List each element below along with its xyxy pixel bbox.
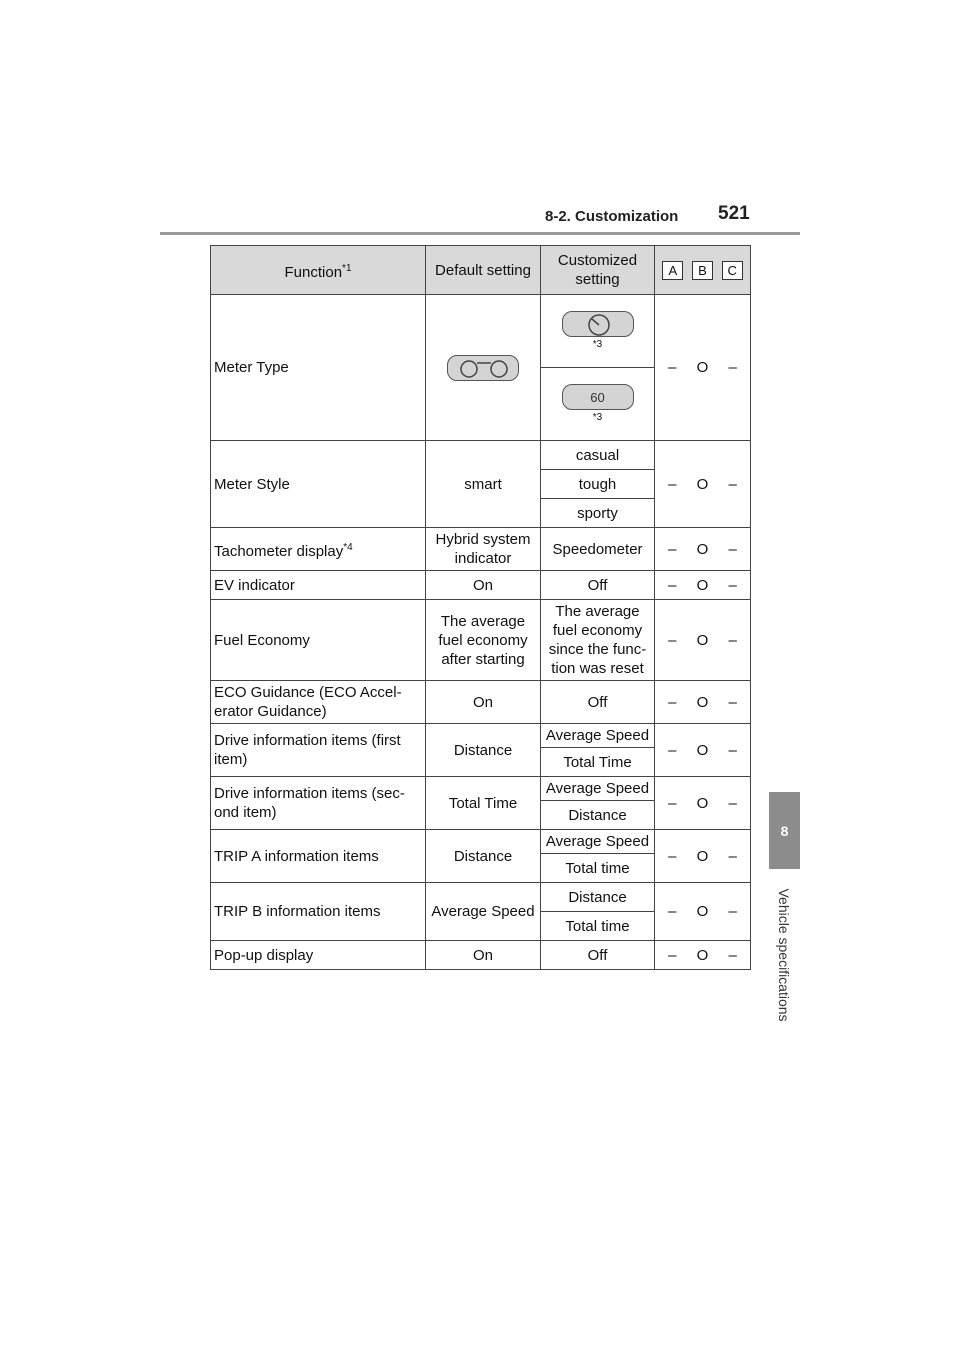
row-custom: The average fuel economy since the func- tion was reset xyxy=(541,600,655,681)
row-abc: – O – xyxy=(655,295,751,441)
header-default: Default setting xyxy=(426,246,541,295)
footnote-ref: *3 xyxy=(592,339,603,350)
row-option: Distance xyxy=(541,801,655,830)
row-abc: – O – xyxy=(655,883,751,941)
table-row xyxy=(211,441,751,470)
row-abc: – O – xyxy=(655,724,751,777)
row-default xyxy=(426,295,541,441)
row-option: Distance xyxy=(541,883,655,912)
table-row xyxy=(211,941,751,970)
row-abc: – O – xyxy=(655,600,751,681)
row-custom: Off xyxy=(541,941,655,970)
dual-gauge-meter-icon xyxy=(447,355,519,381)
row-default: Distance xyxy=(426,724,541,777)
row-abc: – O – xyxy=(655,681,751,724)
row-default: smart xyxy=(426,441,541,528)
row-option: Average Speed xyxy=(541,777,655,801)
row-default: Hybrid system indicator xyxy=(426,528,541,571)
table-row xyxy=(211,777,751,801)
table-row xyxy=(211,295,751,368)
row-function: Tachometer display$^{*4}$ xyxy=(211,528,426,571)
row-option xyxy=(541,295,655,368)
table-row xyxy=(211,883,751,912)
header-customized: Customized setting xyxy=(541,246,655,295)
row-default: On xyxy=(426,681,541,724)
header-c: C xyxy=(722,261,743,280)
footnote-ref: *4 xyxy=(343,541,353,553)
table-row xyxy=(211,681,751,724)
row-custom: Off xyxy=(541,571,655,600)
row-abc: – O – xyxy=(655,571,751,600)
footnote-ref: *3 xyxy=(592,412,603,423)
page-number: 521 xyxy=(718,203,750,224)
chapter-tab[interactable] xyxy=(769,792,800,869)
header-abc xyxy=(655,246,751,295)
table-header-row xyxy=(211,246,751,295)
customization-table xyxy=(210,245,751,970)
row-function: Meter Style xyxy=(211,441,426,528)
row-abc: – O – xyxy=(655,777,751,830)
row-option: tough xyxy=(541,470,655,499)
table-row xyxy=(211,528,751,571)
row-default: Distance xyxy=(426,830,541,883)
row-option: Total Time xyxy=(541,748,655,777)
row-function: TRIP A information items xyxy=(211,830,426,883)
row-custom: Speedometer xyxy=(541,528,655,571)
row-function: EV indicator xyxy=(211,571,426,600)
table-row xyxy=(211,724,751,748)
row-abc: – O – xyxy=(655,941,751,970)
header-function: Function$^{*1}$ xyxy=(211,246,426,295)
row-default: Total Time xyxy=(426,777,541,830)
row-abc: – O – xyxy=(655,830,751,883)
chapter-label: Vehicle specifications xyxy=(776,888,792,1022)
row-default: The average fuel economy after starting xyxy=(426,600,541,681)
header-b: B xyxy=(692,261,713,280)
row-function: Fuel Economy xyxy=(211,600,426,681)
row-option: Total time xyxy=(541,912,655,941)
row-function: ECO Guidance (ECO Accel- erator Guidance) xyxy=(211,681,426,724)
row-custom: Off xyxy=(541,681,655,724)
table-row xyxy=(211,600,751,681)
table-row xyxy=(211,571,751,600)
row-option: Average Speed xyxy=(541,830,655,854)
row-abc: – O – xyxy=(655,528,751,571)
row-default: On xyxy=(426,571,541,600)
footnote-ref: *1 xyxy=(342,262,352,274)
row-function: TRIP B information items xyxy=(211,883,426,941)
chapter-number: 8 xyxy=(780,822,789,839)
row-option: Total time xyxy=(541,854,655,883)
row-function: Pop-up display xyxy=(211,941,426,970)
analog-dial-meter-icon xyxy=(562,311,634,337)
header-rule xyxy=(160,232,800,235)
section-title: 8-2. Customization xyxy=(545,208,679,225)
row-function: Drive information items (first item) xyxy=(211,724,426,777)
row-default: Average Speed xyxy=(426,883,541,941)
header-a: A xyxy=(662,261,683,280)
row-option: casual xyxy=(541,441,655,470)
row-abc: – O – xyxy=(655,441,751,528)
row-option xyxy=(541,368,655,441)
digital-60-meter-icon: 60 xyxy=(562,384,634,410)
row-function: Meter Type xyxy=(211,295,426,441)
row-option: sporty xyxy=(541,499,655,528)
row-function: Drive information items (sec- ond item) xyxy=(211,777,426,830)
row-option: Average Speed xyxy=(541,724,655,748)
table-row xyxy=(211,830,751,854)
row-default: On xyxy=(426,941,541,970)
